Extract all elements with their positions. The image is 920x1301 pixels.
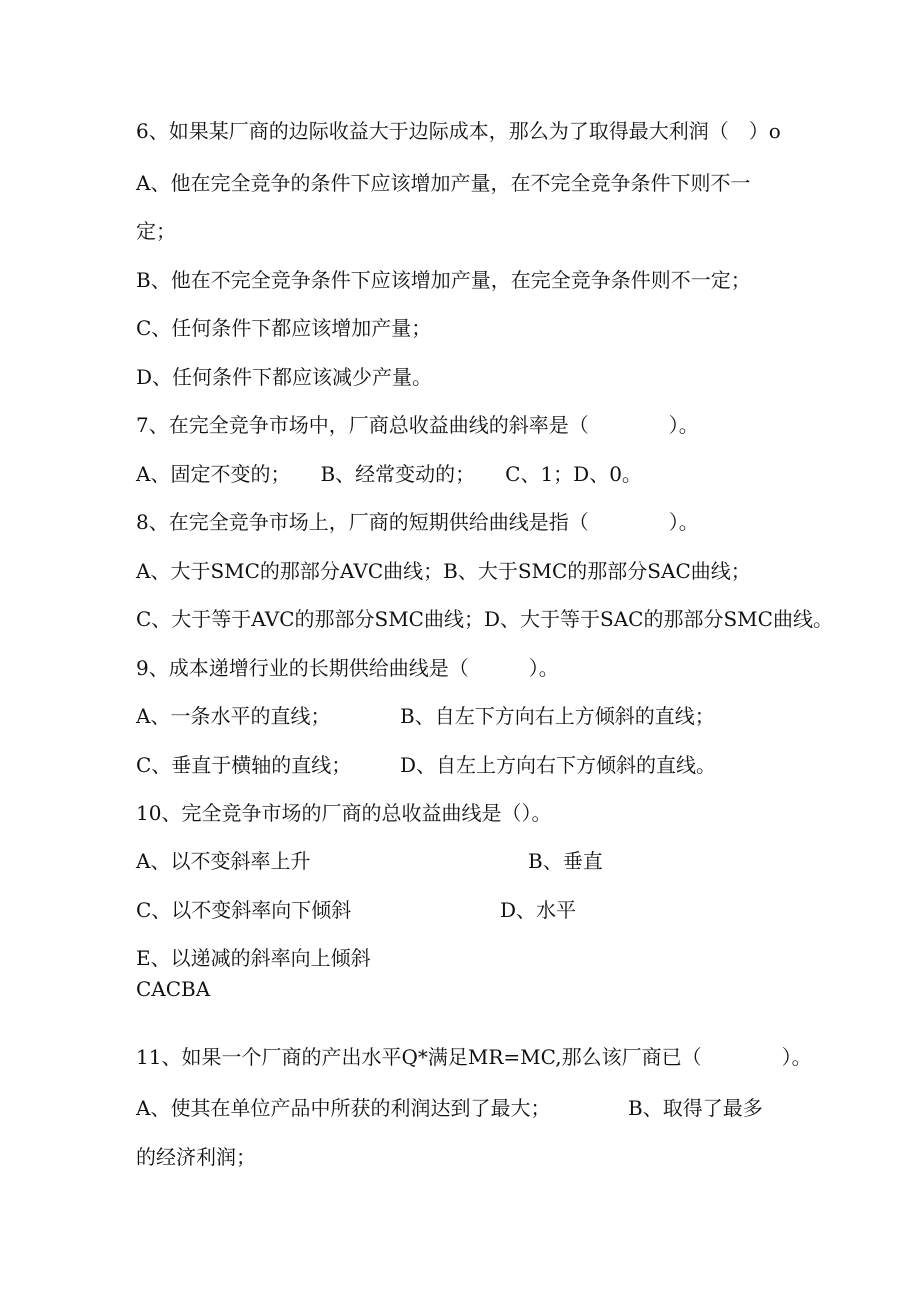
question-10-option-a: A、以不变斜率上升 [136,849,311,873]
question-11-option-b: B、取得了最多 [628,1096,763,1120]
question-9-option-c: C、垂直于横轴的直线； [136,753,352,777]
question-6-option-b: B、他在不完全竞争条件下应该增加产量，在完全竞争条件则不一定； [136,268,751,292]
question-9-option-b: B、自左下方向右上方倾斜的直线； [400,704,715,728]
question-6-option-a: A、他在完全竞争的条件下应该增加产量，在不完全竞争条件下则不一 [136,171,751,195]
question-7-options: A、固定不变的； B、经常变动的； C、1；D、0。 [136,462,642,486]
question-11-option-b-cont: 的经济利润； [136,1145,256,1169]
question-9-option-d: D、自左上方向右下方倾斜的直线。 [400,753,717,777]
question-10-option-d: D、水平 [500,898,577,922]
answer-key: CACBA [136,977,211,1001]
question-8-options-ab: A、大于SMC的那部分AVC曲线；B、大于SMC的那部分SAC曲线； [136,559,751,583]
question-8-stem: 8、在完全竞争市场上，厂商的短期供给曲线是指（ ）。 [136,510,699,534]
question-11-option-a: A、使其在单位产品中所获的利润达到了最大； [136,1096,551,1120]
question-10-stem: 10、完全竞争市场的厂商的总收益曲线是（）。 [136,801,552,825]
question-10-option-b: B、垂直 [528,849,603,873]
question-9-stem: 9、成本递增行业的长期供给曲线是（ ）。 [136,656,559,680]
question-9-option-a: A、一条水平的直线； [136,704,331,728]
question-10-option-e: E、以递减的斜率向上倾斜 [136,946,371,970]
question-7-stem: 7、在完全竞争市场中，厂商总收益曲线的斜率是（ ）。 [136,413,699,437]
question-6-option-a-cont: 定； [136,219,176,243]
question-8-options-cd: C、大于等于AVC的那部分SMC曲线；D、大于等于SAC的那部分SMC曲线。 [136,607,833,631]
question-6-option-c: C、任何条件下都应该增加产量； [136,316,432,340]
question-6-stem: 6、如果某厂商的边际收益大于边际成本，那么为了取得最大利润（ ）o [136,119,781,143]
question-11-stem: 11、如果一个厂商的产出水平Q*满足MR=MC,那么该厂商已（ ）。 [136,1045,812,1069]
question-10-option-c: C、以不变斜率向下倾斜 [136,898,352,922]
question-6-option-d: D、任何条件下都应该减少产量。 [136,365,433,389]
